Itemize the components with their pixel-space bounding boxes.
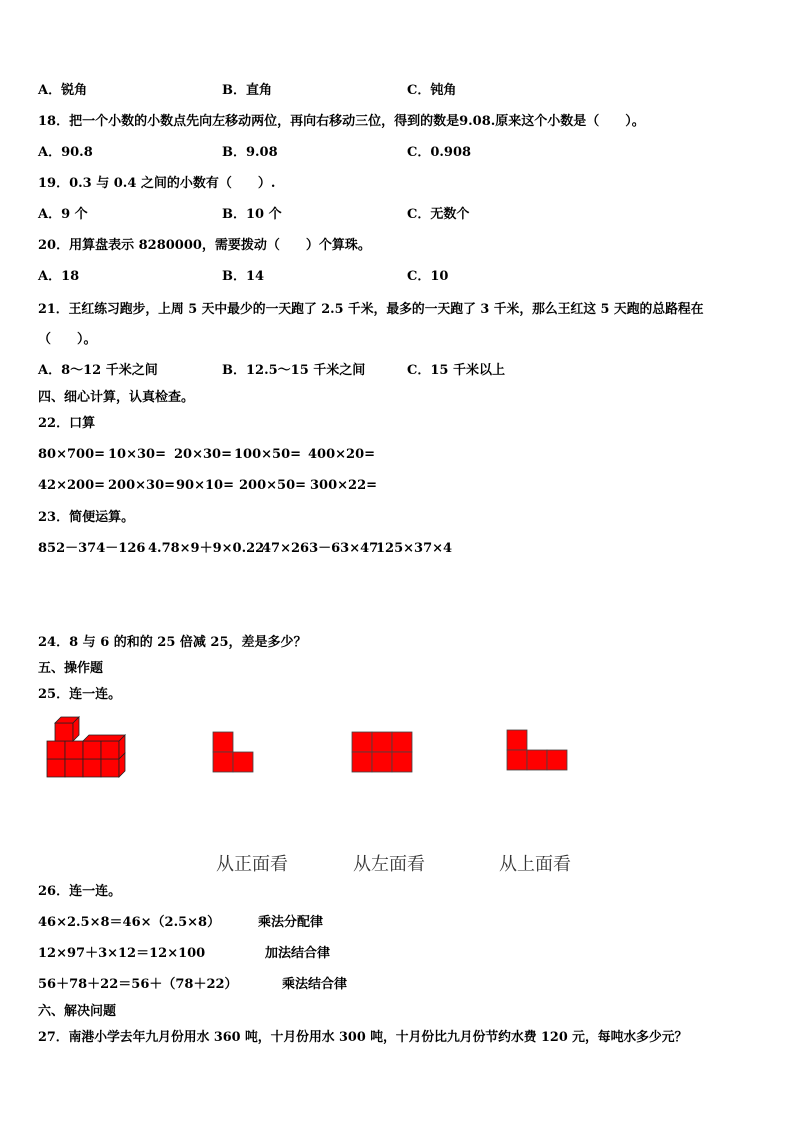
oral-calc-item: 42×200=	[38, 478, 106, 493]
question-24: 24．8 与 6 的和的 25 倍减 25，差是多少？	[38, 635, 307, 650]
view-figure-3	[506, 729, 568, 771]
question-26-title: 26．连一连。	[38, 884, 122, 899]
option-c: C．钝角	[407, 83, 457, 98]
option-b: B．10 个	[222, 207, 282, 222]
equation-left: 46×2.5×8＝46×（2.5×8）	[38, 915, 221, 930]
law-label: 加法结合律	[265, 946, 331, 961]
law-label: 乘法结合律	[282, 977, 348, 992]
option-c: C．15 千米以上	[407, 363, 505, 378]
question-19: 19．0.3 与 0.4 之间的小数有（ ）.	[38, 176, 276, 191]
oral-calc-item: 100×50=	[234, 447, 302, 462]
oral-calc-item: 80×700=	[38, 447, 106, 462]
option-a: A．9 个	[38, 207, 88, 222]
option-c: C．0.908	[407, 145, 472, 160]
question-21-line1: 21．王红练习跑步，上周 5 天中最少的一天跑了 2.5 千米，最多的一天跑了 3 千米，那么王红这 5 天跑的总路程在	[38, 302, 704, 317]
option-a: A．8～12 千米之间	[38, 363, 158, 378]
oral-calc-item: 300×22=	[310, 478, 378, 493]
option-b: B．9.08	[222, 145, 278, 160]
oral-calc-item: 400×20=	[308, 447, 376, 462]
option-b: B．12.5～15 千米之间	[222, 363, 366, 378]
section-heading: 六、解决问题	[38, 1004, 117, 1019]
view-label-left: 从左面看	[353, 854, 425, 875]
view-label-front: 从正面看	[216, 854, 288, 875]
oral-calc-item: 200×30=	[108, 478, 176, 493]
oral-calc-item: 20×30=	[174, 447, 232, 462]
question-18: 18．把一个小数的小数点先向左移动两位，再向右移动三位，得到的数是9.08.原来这个小数是（ ）。	[38, 114, 645, 129]
oral-calc-item: 200×50=	[239, 478, 307, 493]
question-22-title: 22．口算	[38, 416, 96, 431]
section-heading: 五、操作题	[38, 661, 104, 676]
law-label: 乘法分配律	[258, 915, 324, 930]
question-25-title: 25．连一连。	[38, 687, 122, 702]
oral-calc-item: 90×10=	[176, 478, 234, 493]
simplify-expr: 852－374－126	[38, 541, 146, 556]
simplify-expr: 4.78×9＋9×0.22	[148, 541, 265, 556]
question-27: 27．南港小学去年九月份用水 360 吨，十月份用水 300 吨，十月份比九月份节约水费 120 元，每吨水多少元？	[38, 1030, 688, 1045]
option-a: A．18	[38, 269, 80, 284]
option-c: C．10	[407, 269, 449, 284]
question-23-title: 23．简便运算。	[38, 510, 135, 525]
option-b: B．直角	[222, 83, 272, 98]
option-c: C．无数个	[407, 207, 470, 222]
simplify-expr: 125×37×4	[376, 541, 453, 556]
equation-left: 56＋78＋22＝56＋（78＋22）	[38, 977, 238, 992]
question-21-line2: （ ）。	[38, 332, 97, 347]
oral-calc-item: 10×30=	[108, 447, 166, 462]
simplify-expr: 47×263－63×47	[262, 541, 379, 556]
question-20: 20．用算盘表示 8280000，需要拨动（ ）个算珠。	[38, 238, 371, 253]
section-heading: 四、细心计算，认真检查。	[38, 390, 195, 405]
cube-stack-figure	[44, 716, 128, 782]
view-figure-2	[351, 731, 413, 773]
option-a: A．90.8	[38, 145, 93, 160]
option-a: A．锐角	[38, 83, 88, 98]
option-b: B．14	[222, 269, 265, 284]
view-label-top: 从上面看	[499, 854, 571, 875]
view-figure-1	[212, 731, 255, 773]
equation-left: 12×97＋3×12＝12×100	[38, 946, 206, 961]
